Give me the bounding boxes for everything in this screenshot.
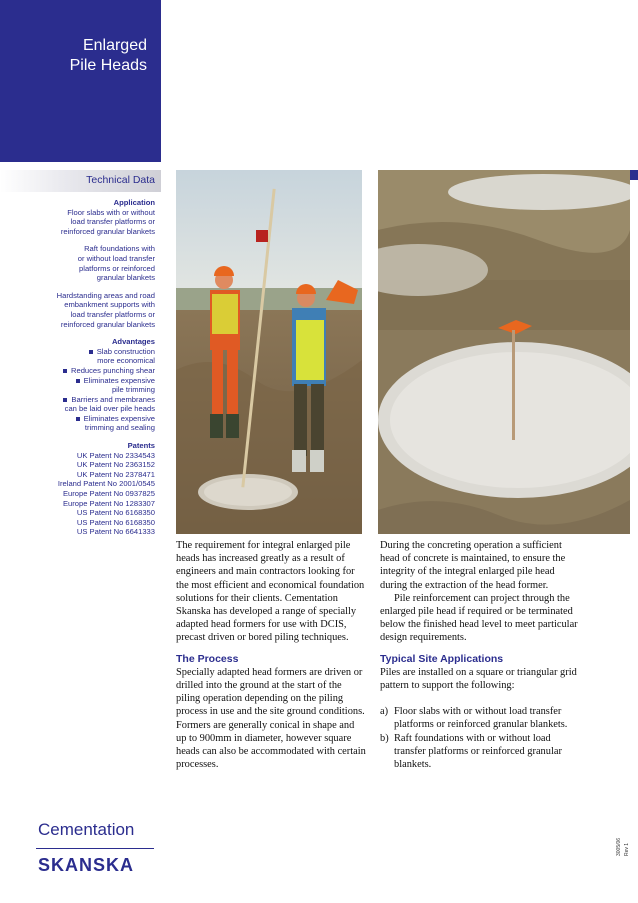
advantage-item: Eliminates expensive [0, 376, 155, 386]
application-line: Hardstanding areas and road [56, 290, 155, 300]
title-block [0, 0, 161, 162]
concreting-paragraph: During the concreting operation a sufficient head of concrete is maintained, to ensure the integrity of the integral enlarged pile head during the extraction of the head former. [380, 540, 566, 591]
cementation-skanska-logo [12, 812, 162, 882]
logo-divider [36, 848, 154, 849]
advantage-item-cont: more economical [97, 356, 155, 366]
advantage-item: Eliminates expensive [0, 414, 155, 424]
list-text: Raft foundations with or without load transfer platforms or reinforced granular blankets. [394, 732, 562, 771]
application-line: Floor slabs with or without [67, 207, 155, 217]
technical-data-band [0, 170, 161, 192]
bullet-icon [63, 398, 67, 402]
patent-item: UK Patent No 2363152 [76, 460, 155, 470]
ref-code: 3005/06 [616, 837, 622, 856]
logo-cementation: Cementation [38, 820, 135, 839]
patents-heading: Patents [127, 441, 155, 451]
body-column-2 [380, 539, 580, 771]
process-heading: The Process [176, 652, 239, 665]
application-line: Raft foundations with [84, 244, 155, 254]
ref-issue: Rev 1 [624, 842, 630, 856]
applications-heading: Typical Site Applications [380, 652, 504, 665]
title-line-1: Enlarged [82, 37, 147, 54]
patent-item: US Patent No 6168350 [76, 517, 155, 527]
application-line: embankment supports with [64, 300, 155, 310]
patent-item: UK Patent No 2334543 [76, 450, 155, 460]
application-line: granular blankets [96, 273, 155, 283]
logo-skanska: SKANSKA [38, 855, 135, 875]
patent-item: UK Patent No 2378471 [76, 469, 155, 479]
application-line: or without load transfer [77, 253, 155, 263]
title-line-2: Pile Heads [69, 57, 147, 74]
bullet-icon [89, 350, 93, 354]
application-line: platforms or reinforced [79, 263, 155, 273]
patent-item: Ireland Patent No 2001/0545 [57, 479, 155, 489]
application-line: load transfer platforms or [70, 309, 155, 319]
technical-data-sidebar [0, 198, 155, 537]
process-paragraph: Specially adapted head formers are driven or drilled into the ground at the start of the piling operation depending on the piling process in use and the site ground conditions. Formers are generally conical in shape and up to 900mm in diameter, however square heads can also be accommodated with certain processes. [176, 666, 366, 771]
applications-intro: Piles are installed on a square or triangular grid pattern to support the following: [380, 666, 577, 692]
body-column-1 [176, 539, 366, 771]
advantage-item-cont: trimming and sealing [84, 423, 155, 433]
page-title [70, 36, 147, 76]
advantage-item: Slab construction [0, 347, 155, 357]
advantage-item: Barriers and membranes [0, 395, 155, 405]
intro-paragraph: The requirement for integral enlarged pile heads has increased greatly as a result of engineers and main contractors looking for the most efficient and economical foundation solutions for their clients. Cementation Skanska has developed a range of specially adapted head formers for use with DCIS, precast driven or bored piling techniques. [176, 540, 365, 644]
photo-enlarged-pile-heads [378, 170, 630, 534]
reinforcement-paragraph: Pile reinforcement can project through the enlarged pile head if required or be terminated below the finished head level to meet particular design requirements. [380, 592, 578, 644]
application-line: load transfer platforms or [70, 217, 155, 227]
list-marker: b) [380, 732, 389, 744]
bullet-icon [76, 417, 80, 421]
technical-data-label: Technical Data [86, 174, 155, 186]
list-marker: a) [380, 706, 389, 718]
advantage-item-cont: pile trimming [111, 385, 155, 395]
application-line: reinforced granular blankets [60, 226, 155, 236]
patent-item: Europe Patent No 1283307 [62, 498, 155, 508]
photo-workers-pile-head [176, 170, 362, 534]
list-item [380, 705, 580, 731]
patent-item: Europe Patent No 0937825 [62, 489, 155, 499]
application-line: reinforced granular blankets [60, 319, 155, 329]
advantages-heading: Advantages [111, 337, 155, 347]
application-heading: Application [113, 198, 155, 207]
advantage-item-cont: can be laid over pile heads [64, 404, 155, 414]
document-reference [612, 820, 634, 860]
edge-tab [630, 170, 638, 180]
list-item [380, 732, 580, 772]
advantage-item: Reduces punching shear [0, 366, 155, 376]
bullet-icon [63, 369, 67, 373]
patent-item: US Patent No 6641333 [76, 527, 155, 537]
patent-item: US Patent No 6168350 [76, 508, 155, 518]
list-text: Floor slabs with or without load transfer platforms or reinforced granular blankets. [394, 706, 568, 731]
bullet-icon [76, 379, 80, 383]
